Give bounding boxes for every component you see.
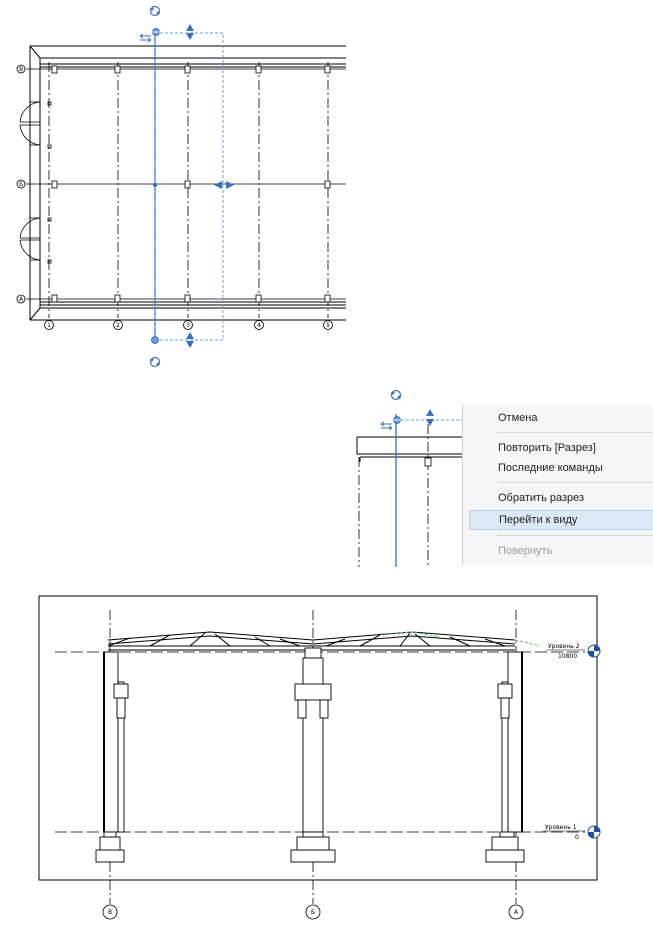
- grid-label-col-3: 3: [186, 322, 190, 329]
- column-left: [96, 652, 128, 862]
- zoomed-walls: [357, 437, 470, 462]
- grid-label-col-1: 1: [47, 322, 51, 329]
- plan-column-bubbles: [45, 321, 333, 330]
- section-head-icon[interactable]: [152, 29, 160, 36]
- svg-text:А: А: [513, 909, 519, 916]
- svg-text:Б: Б: [310, 909, 316, 916]
- section-grid-bubble-v: [103, 905, 117, 919]
- roof-slope-accent: [515, 640, 540, 646]
- svg-text:В: В: [107, 909, 113, 916]
- plan-grid-columns: [49, 62, 328, 318]
- depth-arrow-icon[interactable]: [214, 181, 234, 189]
- zoomed-grid-columns: [359, 424, 428, 567]
- menu-separator: [497, 432, 653, 433]
- section-grid-bubble-a: [509, 905, 523, 919]
- menu-item-recent-commands[interactable]: Последние команды: [498, 462, 603, 474]
- section-view[interactable]: [0, 582, 653, 942]
- rotate-handle-top-icon[interactable]: [150, 7, 160, 16]
- zoomed-flip-icon[interactable]: [381, 422, 392, 430]
- plan-row-bubbles: [17, 65, 25, 303]
- level-1-name: Уровень 1: [545, 824, 577, 831]
- floor-plan-view[interactable]: [0, 0, 360, 380]
- menu-item-rotate: Повернуть: [498, 545, 553, 557]
- roof-structure: [108, 632, 515, 650]
- section-tail-icon[interactable]: [152, 337, 159, 344]
- grid-label-col-4: 4: [257, 322, 261, 329]
- grid-label-row-2: Б: [18, 181, 24, 188]
- menu-item-go-to-view[interactable]: Перейти к виду: [469, 510, 653, 530]
- section-grid-bubble-b: [306, 905, 320, 919]
- zoomed-plan-view[interactable]: [345, 382, 470, 567]
- grid-label-col-5: 5: [326, 322, 330, 329]
- grid-label-col-2: 2: [116, 322, 120, 329]
- level-2-name: Уровень 2: [548, 643, 580, 650]
- zoomed-column: [425, 458, 431, 466]
- zoomed-resize-arrow-icon[interactable]: [426, 409, 434, 426]
- grid-label-row-1: В: [18, 66, 24, 73]
- menu-separator: [497, 482, 653, 483]
- zoomed-section-head-icon[interactable]: [393, 417, 401, 424]
- section-midpoint: [153, 183, 157, 187]
- menu-item-repeat-section[interactable]: Повторить [Разрез]: [498, 442, 596, 454]
- zoomed-rotate-icon[interactable]: [391, 391, 401, 400]
- flip-section-icon[interactable]: [140, 34, 151, 42]
- menu-separator: [497, 535, 653, 536]
- resize-arrow-top-icon[interactable]: [186, 24, 194, 40]
- level-2-elevation: 10800: [558, 653, 578, 660]
- menu-item-flip-section[interactable]: Обратить разрез: [498, 492, 585, 504]
- column-right: [486, 652, 524, 862]
- rotate-handle-bottom-icon[interactable]: [150, 358, 160, 367]
- level-1-elevation: 0: [575, 834, 579, 841]
- column-middle: [291, 648, 335, 862]
- level-marker-1[interactable]: [543, 824, 600, 841]
- level-marker-2[interactable]: [546, 643, 600, 660]
- menu-item-cancel[interactable]: Отмена: [498, 412, 538, 424]
- context-menu: [462, 405, 653, 565]
- grid-label-row-3: А: [18, 296, 24, 303]
